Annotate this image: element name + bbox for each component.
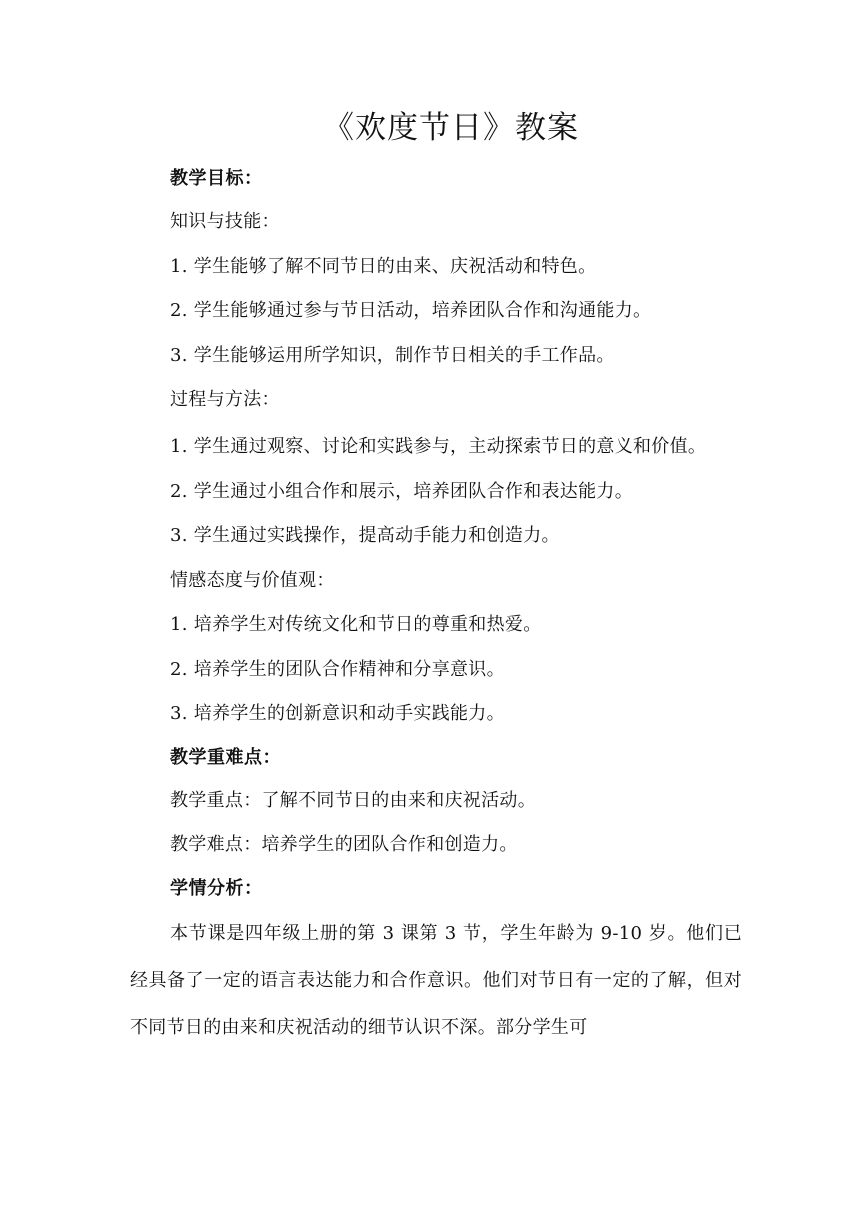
- key-point-focus: 教学重点：了解不同节日的由来和庆祝活动。: [170, 789, 536, 811]
- key-point-difficulty: 教学难点：培养学生的团队合作和创造力。: [170, 834, 518, 855]
- emotion-item-1: 1. 培养学生对传统文化和节日的尊重和热爱。: [170, 614, 542, 635]
- subheading-emotion: 情感态度与价值观：: [170, 569, 335, 591]
- section-heading-goals: 教学目标：: [170, 168, 263, 189]
- knowledge-item-2: 2. 学生能够通过参与节日活动，培养团队合作和沟通能力。: [170, 300, 652, 321]
- subheading-knowledge: 知识与技能：: [170, 211, 280, 232]
- process-item-2: 2. 学生通过小组合作和展示，培养团队合作和表达能力。: [170, 480, 633, 502]
- emotion-item-3: 3. 培养学生的创新意识和动手实践能力。: [170, 703, 505, 724]
- document-title: 《欢度节日》教案: [323, 110, 579, 146]
- section-heading-analysis: 学情分析：: [170, 877, 263, 899]
- process-item-3: 3. 学生通过实践操作，提高动手能力和创造力。: [170, 525, 560, 546]
- emotion-item-2: 2. 培养学生的团队合作精神和分享意识。: [170, 658, 505, 680]
- subheading-process: 过程与方法：: [170, 389, 280, 410]
- section-heading-key-points: 教学重难点：: [170, 746, 281, 768]
- analysis-paragraph: 本节课是四年级上册的第 3 课第 3 节，学生年龄为 9-10 岁。他们已经具备了一定的语言表达能力和合作意识。他们对节日有一定的了解，但对不同节日的由来和庆祝活动的细节认识不深。部分学生可: [130, 922, 742, 1038]
- knowledge-item-3: 3. 学生能够运用所学知识，制作节日相关的手工作品。: [170, 344, 615, 366]
- knowledge-item-1: 1. 学生能够了解不同节日的由来、庆祝活动和特色。: [170, 255, 597, 277]
- document-body: [130, 104, 742, 1051]
- process-item-1: 1. 学生通过观察、讨论和实践参与，主动探索节日的意义和价值。: [170, 435, 707, 457]
